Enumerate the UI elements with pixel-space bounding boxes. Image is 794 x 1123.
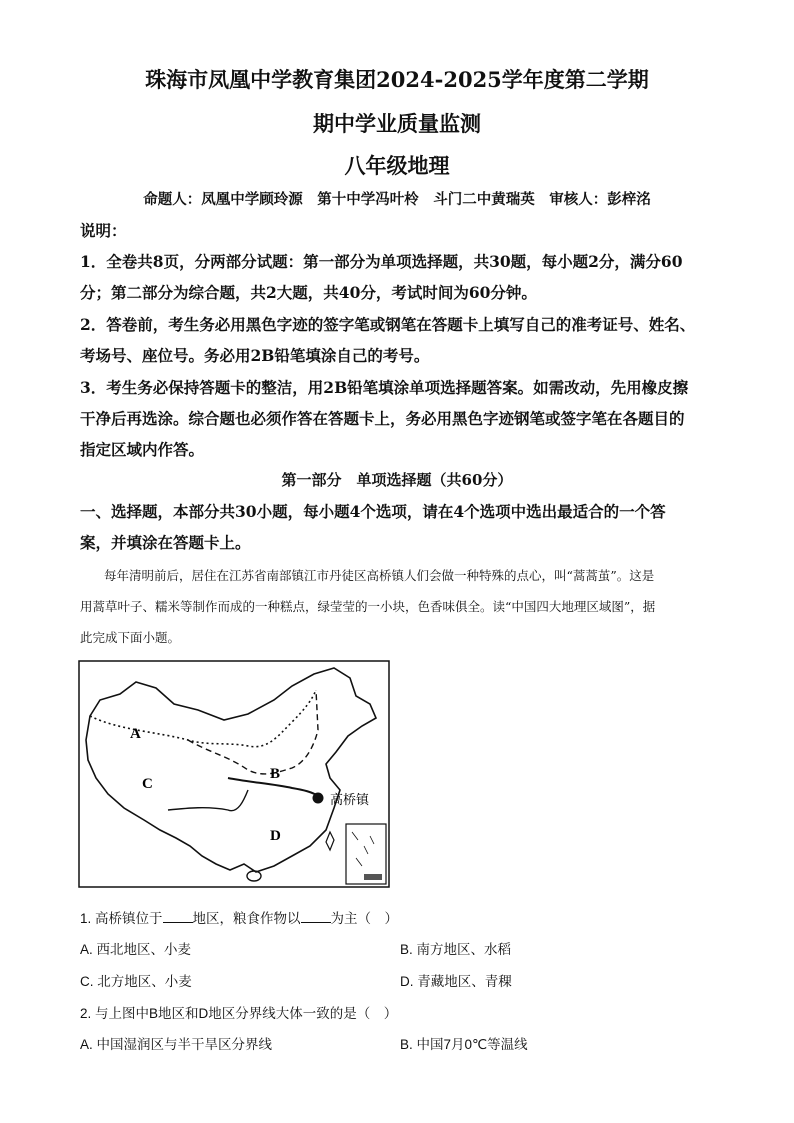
- option-a: A. 西北地区、小麦: [80, 942, 192, 957]
- instructions-heading: 说明：: [80, 221, 127, 240]
- question-2-stem: 2. 与上图中B地区和D地区分界线大体一致的是（ ）: [80, 1006, 398, 1021]
- instruction-line: 分；第二部分为综合题，共2大题，共40分，考试时间为60分钟。: [80, 283, 537, 302]
- instruction-line: 1．全卷共8页，分两部分试题：第一部分为单项选择题，共30题，每小题2分，满分60: [80, 252, 683, 271]
- question-1-stem-part: 1. 高桥镇位于: [80, 911, 163, 926]
- option-d: D. 青藏地区、青稞: [400, 974, 512, 989]
- question-1-stem: [80, 907, 398, 927]
- section-instruction: 案，并填涂在答题卡上。: [80, 533, 251, 552]
- answer-blank: [163, 910, 193, 923]
- map-label-a: A: [130, 726, 141, 742]
- passage-line: 用蒿草叶子、糯米等制作而成的一种糕点，绿莹莹的一小块，色香味俱全。读“中国四大地理区域图”，据: [80, 599, 656, 614]
- exam-title: 珠海市凤凰中学教育集团2024-2025学年度第二学期: [145, 67, 649, 92]
- passage-line: 此完成下面小题。: [80, 630, 181, 645]
- instruction-line: 3．考生务必保持答题卡的整洁，用2B铅笔填涂单项选择题答案。如需改动，先用橡皮擦: [80, 378, 689, 397]
- map-label-b: B: [270, 766, 281, 782]
- map-label-town: 高桥镇: [330, 793, 370, 808]
- option-c: C. 北方地区、小麦: [80, 974, 192, 989]
- question-1-stem-part: 为主（ ）: [330, 911, 399, 926]
- part1-heading: 第一部分 单项选择题（共60分）: [281, 471, 513, 489]
- authors-line: 命题人：凤凰中学顾玲源 第十中学冯叶柃 斗门二中黄瑞英 审核人：彭梓洺: [143, 191, 651, 208]
- map-label-d: D: [270, 828, 281, 844]
- question-1-stem-part: 地区，粮食作物以: [192, 911, 301, 926]
- option-a: A. 中国湿润区与半干旱区分界线: [80, 1037, 273, 1052]
- map-figure: [78, 660, 390, 888]
- passage-line: 每年清明前后，居住在江苏省南部镇江市丹徒区高桥镇人们会做一种特殊的点心，叫“蒿蒿茧”。这是: [104, 568, 655, 583]
- instruction-line: 2．答卷前，考生务必用黑色字迹的签字笔或钢笔在答题卡上填写自己的准考证号、姓名、: [80, 315, 696, 334]
- instruction-line: 考场号、座位号。务必用2B铅笔填涂自己的考号。: [80, 346, 430, 365]
- map-label-c: C: [142, 776, 153, 792]
- instruction-line: 干净后再选涂。综合题也必须作答在答题卡上，务必用黑色字迹钢笔或签字笔在各题目的: [80, 409, 685, 428]
- subject-title: 八年级地理: [344, 153, 450, 178]
- exam-subtitle: 期中学业质量监测: [313, 111, 481, 136]
- section-instruction: 一、选择题，本部分共30小题，每小题4个选项，请在4个选项中选出最适合的一个答: [80, 502, 666, 521]
- answer-blank: [301, 910, 331, 923]
- option-b: B. 中国7月0℃等温线: [400, 1037, 528, 1052]
- instruction-line: 指定区域内作答。: [80, 440, 205, 459]
- china-regions-map: [78, 660, 390, 888]
- option-b: B. 南方地区、水稻: [400, 942, 512, 957]
